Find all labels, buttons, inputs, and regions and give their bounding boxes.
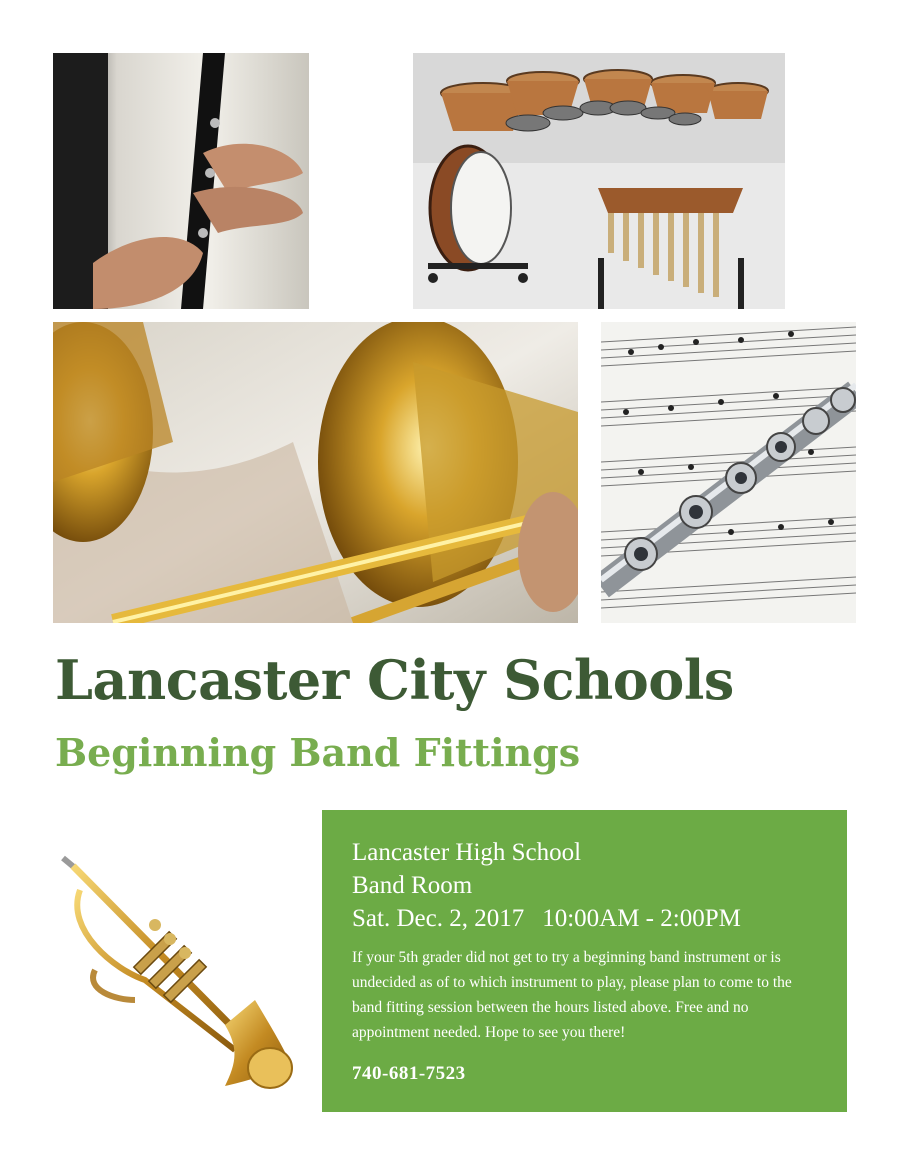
event-info-box bbox=[322, 810, 847, 1112]
clarinet-photo bbox=[53, 53, 309, 309]
contact-phone: 740-681-7523 bbox=[352, 1063, 466, 1084]
event-date: Sat. Dec. 2, 2017 bbox=[352, 905, 525, 932]
trombone-photo bbox=[53, 322, 578, 623]
event-time: 10:00AM - 2:00PM bbox=[542, 905, 741, 932]
trumpet-photo bbox=[55, 850, 295, 1090]
event-description: If your 5th grader did not get to try a beginning band instrument or is undecided as of to which instrument to play, please plan to come to the band fitting session between the hours listed above. Free and no appointment needed. Hope to see you there! bbox=[352, 949, 792, 1041]
page-subtitle: Beginning Band Fittings bbox=[55, 730, 581, 775]
event-room: Band Room bbox=[352, 872, 473, 899]
event-location: Lancaster High School bbox=[352, 839, 582, 866]
flute-sheet-music-photo bbox=[601, 322, 856, 623]
page-title: Lancaster City Schools bbox=[55, 648, 734, 712]
percussion-photo bbox=[413, 53, 785, 309]
event-date-time bbox=[352, 902, 817, 935]
